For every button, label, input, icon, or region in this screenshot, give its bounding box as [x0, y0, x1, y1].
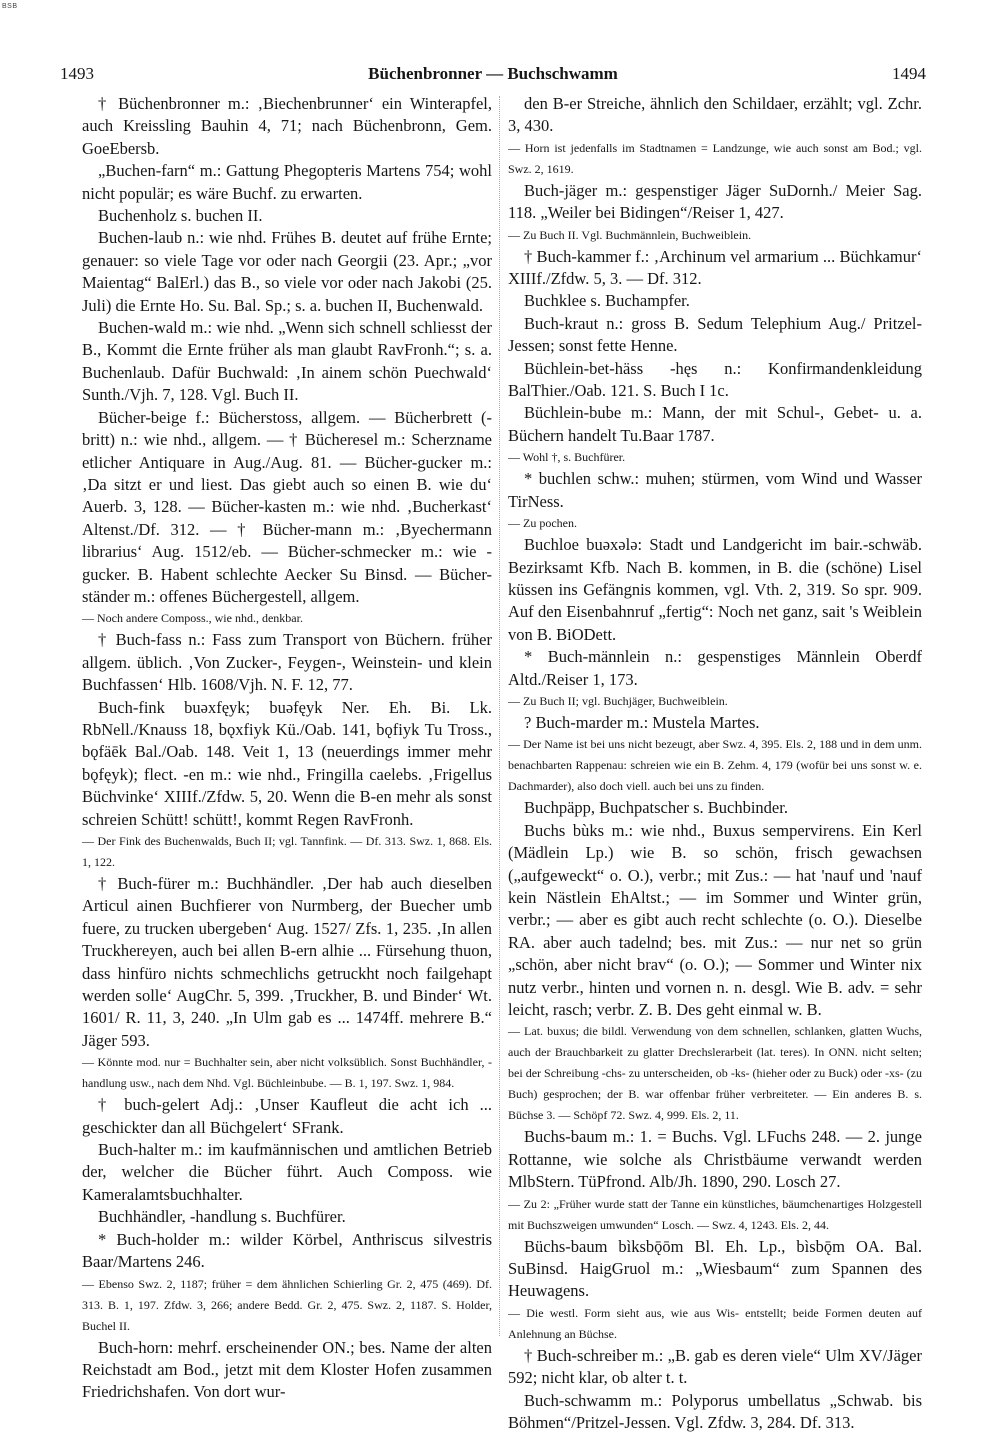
dictionary-entry: Buchpäpp, Buchpatscher s. Buchbinder.: [524, 798, 788, 818]
dictionary-entry: Buchenholz s. buchen II.: [98, 206, 263, 226]
footnote-paragraph: — Zu Buch II; vgl. Buchjäger, Buchweiblein.: [508, 693, 728, 708]
footnote-paragraph: — Noch andere Composs., wie nhd., denkbar.: [82, 611, 303, 626]
dictionary-entry: † Buch-fürer m.: Buchhändler. ‚Der hab auch dieselben Articul ainen Buchfierer von Nurmberg, der Buecher umb fuere, zu trucken ubergeben‘ Aug. 1527/ Zfs. 1, 235. ‚In allen Truckhereyen, auch bei allen B-ern alhie ... Fürsehung thuon, dass hinfüro nichts schmechlichs getruckht noch failgehapt werden solle‘ AugChr. 5, 399. ‚Truckher, B. und Binder‘ Wt. 1601/ R. 11, 3, 240. „In Ulm gab es ... 1474ff. mehrere B.“ Jäger 593.: [82, 874, 492, 1050]
dictionary-entry: Büchlein-bet-häss -hęs n.: Konfirmandenkleidung BalThier./Oab. 121. S. Buch I 1c.: [508, 358, 922, 401]
left-column: [82, 93, 492, 1402]
dictionary-entry: Buchs-baum m.: 1. = Buchs. Vgl. LFuchs 248. — 2. junge Rottanne, wie solche als Christbäume verwandt werden MlbStern. TüPfrond. Alb/Jh. 1890, 290. Losch 27.: [508, 1127, 922, 1192]
left-page-number: 1493: [60, 64, 94, 83]
dictionary-entry: Buchloe buəxələ: Stadt und Landgericht im bair.-schwäb. Bezirksamt Kfb. Nach B. kommen, in B. die (schöne) Lisel küssen ins Gefängnis kommen, vgl. Vth. 2, 319. So spr. 909. Auf den Eisenbahnruf „fertig“: Noch net ganz, sait 's Weiblein von B. BiODett.: [508, 535, 922, 644]
footnote-paragraph: — Der Name ist bei uns nicht bezeugt, aber Swz. 4, 395. Els. 2, 188 und in dem unm. benachbarten Rappenau: schreien wie ein B. Zehm. 4, 179 (wofür bei uns sonst w. e. Dachmarder), also doch viell. auch bei uns zu finden.: [508, 737, 922, 794]
dictionary-entry: Büchlein-bube m.: Mann, der mit Schul-, Gebet- u. a. Büchern handelt Tu.Baar 1787.: [508, 403, 922, 445]
dictionary-entry: Buchs bùks m.: wie nhd., Buxus sempervirens. Ein Kerl (Mädlein Lp.) wie B. so schön, frisch gewachsen („aufgeweckt“ o. O.), verbr.; mit Zus.: — hat 'nauf und 'nauf kein Nästlein EhAltst.; — im Sommer und Winter grün, verbr.; — aber es gibt auch recht schlechte (o. O.). Dieselbe RA. aber auch tadelnd; bes. mit Zus.: — nur net so grün „schön, aber nicht brav“ (o. O.); — Sommer und Winter nix nutz verbr., hinten und vornen n. n. desgl. Wie B. adv. = sehr leicht, rasch; verbr. Z. B. Des geht einmal w. B.: [508, 820, 922, 1019]
footnote-paragraph: — Lat. buxus; die bildl. Verwendung von dem schnellen, schlanken, glatten Wuchs, auch der Brauchbarkeit zu glatter Drechslerarbeit (lat. teres). In ONN. nicht selten; bei der Schreibung -chs- zu unterscheiden, ob -ks- (hieher oder zu Buck) oder -xs- (zu Buch) gesprochen; der B. war offenbar früher verbreiteter. — Ein anderes B. s. Büchse 3. — Schöpf 72. Swz. 4, 999. Els. 2, 11.: [508, 1024, 922, 1123]
footnote-paragraph: — Die westl. Form sieht aus, wie aus Wis- entstellt; beide Formen deuten auf Anlehnung an Büchse.: [508, 1305, 922, 1341]
dictionary-entry: Buch-jäger m.: gespenstiger Jäger SuDornh./ Meier Sag. 118. „Weiler bei Bidingen“/Reiser 1, 427.: [508, 180, 922, 223]
footnote-paragraph: — Horn ist jedenfalls im Stadtnamen = Landzunge, wie auch sonst am Bod.; vgl. Swz. 2, 1619.: [508, 140, 922, 176]
right-page-number: 1494: [892, 64, 926, 83]
footnote-paragraph: — Zu pochen.: [508, 516, 577, 531]
dictionary-entry: * Buch-holder m.: wilder Körbel, Anthriscus silvestris Baar/Martens 246.: [82, 1229, 492, 1272]
dictionary-entry: Buch-fink buəxfęyk; buəfęyk Ner. Eh. Bi. Lk. RbNell./Knauss 18, bǫxfiyk Kü./Oab. 141, bǫfiyk Tu Tross., bǫfäēk Bal./Oab. 148. Veit 1, 13 (neuerdings immer mehr bǫfęyk); flect. -en m.: wie nhd., Fringilla caelebs. ‚Frigellus Büchvinke‘ XIIIf./Zfdw. 5, 20. Wenn die B-en mehr als sonst schreien Schütt! schütt!, kommt Regen RavFronh.: [82, 697, 492, 829]
dictionary-entry: † Buch-schreiber m.: „B. gab es deren viele“ Ulm XV/Jäger 592; nicht klar, ob alter t. t.: [508, 1345, 922, 1388]
dictionary-entry: „Buchen-farn“ m.: Gattung Phegopteris Martens 754; wohl nicht populär; es wäre Buchf. zu erwarten.: [82, 161, 492, 203]
dictionary-entry: † Buch-fass n.: Fass zum Transport von Büchern. früher allgem. üblich. ‚Von Zucker-, Feygen-, Weinstein- und klein Buchfassen‘ Hlb. 1608/Vjh. N. F. 12, 77.: [82, 630, 492, 695]
library-stamp: BSB: [2, 3, 18, 10]
page-header: [60, 64, 926, 92]
column-divider: [499, 96, 500, 1336]
dictionary-entry: * buchlen schw.: muhen; stürmen, vom Wind und Wasser TirNess.: [508, 469, 922, 511]
dictionary-entry: † buch-gelert Adj.: ‚Unser Kaufleut die acht ich ... geschickter dan all Büchgelert‘ SFrank.: [82, 1095, 492, 1137]
dictionary-entry: Bücher-beige f.: Bücherstoss, allgem. — Bücherbrett (-britt) n.: wie nhd., allgem. — † Bücheresel m.: Scherzname etlicher Antiquare in Aug./Aug. 81. — Bücher-gucker m.: ‚Da sitzt er und liest. Das giebt auch so einen B. wie du‘ Auerb. 3, 128. — Bücher-kasten m.: wie nhd. ‚Bucherkast‘ Altenst./Df. 312. — † Bücher-mann m.: ‚Byechermann librarius‘ Aug. 1512/eb. — Bücher-schmecker m.: wie -gucker. B. Habent schlechte Aecker Su Binsd. — Bücher-ständer m.: offenes Büchergestell, allgem.: [82, 407, 492, 606]
footnote-paragraph: — Der Fink des Buchenwalds, Buch II; vgl. Tannfink. — Df. 313. Swz. 1, 868. Els. 1, 122.: [82, 834, 492, 869]
dictionary-entry: Buch-schwamm m.: Polyporus umbellatus „Schwab. bis Böhmen“/Pritzel-Jessen. Vgl. Zfdw. 3, 284. Df. 313.: [508, 1390, 922, 1433]
dictionary-entry: † Buch-kammer f.: ‚Archinum vel armarium ... Büchkamur‘ XIIIf./Zfdw. 5, 3. — Df. 312.: [508, 246, 922, 289]
dictionary-entry: * Buch-männlein n.: gespenstiges Männlein Oberdf Altd./Reiser 1, 173.: [508, 647, 922, 689]
footnote-paragraph: — Könnte mod. nur = Buchhalter sein, aber nicht volksüblich. Sonst Buchhändler, -handlung usw., nach dem Nhd. Vgl. Büchleinbube. — B. 1, 197. Swz. 1, 984.: [82, 1055, 492, 1091]
footnote-paragraph: — Zu Buch II. Vgl. Buchmännlein, Buchweiblein.: [508, 227, 752, 242]
dictionary-entry: Büchs-baum bìksbǭōm Bl. Eh. Lp., bìsbǭm OA. Bal. SuBinsd. HaigGruol m.: „Wiesbaum“ zum Spannen des Heuwagens.: [508, 1236, 922, 1301]
footnote-paragraph: — Zu 2: „Früher wurde statt der Tanne ein künstliches, bäumchenartiges Holzgestell mit Buchszweigen umwunden“ Losch. — Swz. 4, 1243. Els. 2, 44.: [508, 1196, 922, 1232]
dictionary-entry: ? Buch-marder m.: Mustela Martes.: [524, 712, 760, 732]
dictionary-entry: Buchklee s. Buchampfer.: [524, 291, 690, 311]
dictionary-entry: Buch-horn: mehrf. erscheinender ON.; bes. Name der alten Reichstadt am Bod., jetzt mit dem Kloster Hofen zusammen Friedrichshafen. Von dort wur-: [82, 1337, 492, 1402]
dictionary-entry: Buchen-laub n.: wie nhd. Frühes B. deutet auf frühe Ernte; genauer: so viele Tage vor oder nach Georgii (23. Apr.; „vor Maientag“ BalErl.) das B., so viele vor oder nach Jakobi (25. Juli) die Ernte Ho. Su. Bal. Sp.; s. a. buchen II, Buchenwald.: [82, 228, 492, 315]
running-title: Büchenbronner — Buchschwamm: [368, 64, 618, 83]
dictionary-entry: † Büchenbronner m.: ‚Biechenbrunner‘ ein Winterapfel, auch Kreissling Bauhin 4, 71; nach Büchenbronn, Gem. GoeEbersb.: [82, 94, 492, 158]
footnote-paragraph: — Ebenso Swz. 2, 1187; früher = dem ähnlichen Schierling Gr. 2, 475 (469). Df. 313. B. 1, 197. Zfdw. 3, 266; andere Bedd. Gr. 2, 475. Swz. 2, 1187. S. Holder, Buchel II.: [82, 1276, 492, 1333]
footnote-paragraph: — Wohl †, s. Buchfürer.: [508, 450, 626, 465]
dictionary-entry: Buchen-wald m.: wie nhd. „Wenn sich schnell schliesst der B., Kommt die Ernte früher als man glaubt RavFronh.“; s. a. Buchenlaub. Dafür Buchwald: ‚In ainem schön Puechwald‘ Sunth./Vjh. 7, 128. Vgl. Buch II.: [82, 318, 492, 405]
dictionary-entry: den B-er Streiche, ähnlich den Schildaer, erzählt; vgl. Zchr. 3, 430.: [508, 94, 922, 136]
dictionary-entry: Buch-kraut n.: gross B. Sedum Telephium Aug./ Pritzel-Jessen; sonst fette Henne.: [508, 313, 922, 356]
dictionary-entry: Buch-halter m.: im kaufmännischen und amtlichen Betrieb der, welcher die Bücher führt. Auch Composs. wie Kameralamtsbuchhalter.: [82, 1140, 492, 1204]
dictionary-entry: Buchhändler, -handlung s. Buchfürer.: [98, 1207, 346, 1227]
right-column: [508, 93, 922, 1433]
